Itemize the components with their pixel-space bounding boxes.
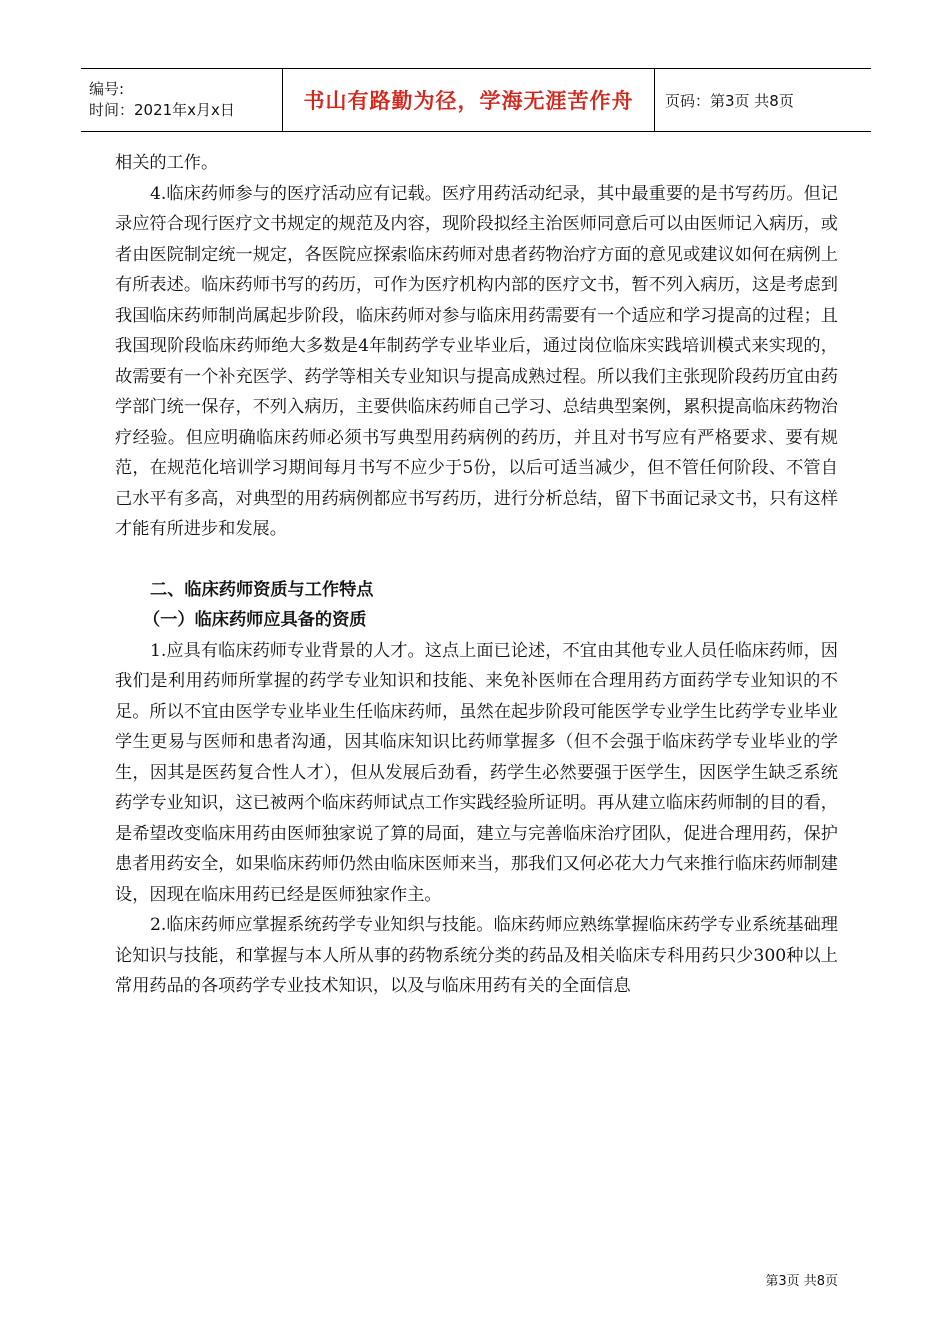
header-page-info: 页码：第3页 共8页 xyxy=(665,91,794,110)
document-number-label: 编号: xyxy=(89,80,125,98)
subsection-heading: （一）临床药师应具备的资质 xyxy=(143,610,367,630)
paragraph-qualification-2: 2.临床药师应掌握系统药学专业知织与技能。临床药师应熟练掌握临床药学专业系统基础理论知识与技能，和掌握与本人所从事的药物系统分类的药品及相关临床专科用药只少300种以上常用药品的各项药学专业技术知识，以及与临床用药有关的全面信息 xyxy=(115,915,838,996)
paragraph-continuation: 相关的工作。 xyxy=(115,153,219,173)
header-page-cell xyxy=(655,69,871,131)
paragraph-medical-records: 4.临床药师参与的医疗活动应有记载。医疗用药活动纪录，其中最重要的是书写药历。但记录应符合现行医疗文书规定的规范及内容，现阶段拟经主治医师同意后可以由医师记入病历，或者由医院制定统一规定，各医院应探索临床药师对患者药物治疗方面的意见或建议如何在病例上有所表述。临床药师书写的药历，可作为医疗机构内部的医疗文书，暂不列入病历，这是考虑到我国临床药师制尚属起步阶段，临床药师对参与临床用药需要有一个适应和学习提高的过程；且我国现阶段临床药师绝大多数是4年制药学专业毕业后，通过岗位临床实践培训模式来实现的，故需要有一个补充医学、药学等相关专业知识与提高成熟过程。所以我们主张现阶段药历宜由药学部门统一保存，不列入病历，主要供临床药师自己学习、总结典型案例，累积提高临床药物治疗经验。但应明确临床药师必须书写典型用药病例的药历，并且对书写应有严格要求、要有规范，在规范化培训学习期间每月书写不应少于5份，以后可适当减少，但不管任何阶段、不管自己水平有多高，对典型的用药病例都应书写药历，进行分析总结，留下书面记录文书，只有这样才能有所进步和发展。 xyxy=(115,183,838,539)
document-date: 时间：2021年x月x日 xyxy=(89,101,235,119)
header-meta xyxy=(81,69,283,131)
page-footer: 第3页 共8页 xyxy=(765,1274,838,1289)
header-motto-cell xyxy=(283,69,655,131)
page-header xyxy=(81,68,871,132)
paragraph-qualification-1: 1.应具有临床药师专业背景的人才。这点上面已论述，不宜由其他专业人员任临床药师，因我们是利用药师所掌握的药学专业知识和技能、来免补医师在合理用药方面药学专业知识的不足。所以不宜由医学专业毕业生任临床药师，虽然在起步阶段可能医学专业学生比药学专业毕业学生更易与医师和患者沟通，因其临床知识比药师掌握多（但不会强于临床药学专业毕业的学生，因其是医药复合性人才），但从发展后劲看，药学生必然要强于医学生，因医学生缺乏系统药学专业知识，这已被两个临床药师试点工作实践经验所证明。再从建立临床药师制的目的看，是希望改变临床用药由医师独家说了算的局面，建立与完善临床治疗团队，促进合理用药，保护患者用药安全，如果临床药师仍然由临床医师来当，那我们又何必花大力气来推行临床药师制建设，因现在临床用药已经是医师独家作主。 xyxy=(115,640,838,905)
document-body xyxy=(115,148,838,1002)
header-motto: 书山有路勤为径，学海无涯苦作舟 xyxy=(303,88,634,113)
section-heading: 二、临床药师资质与工作特点 xyxy=(150,579,374,600)
